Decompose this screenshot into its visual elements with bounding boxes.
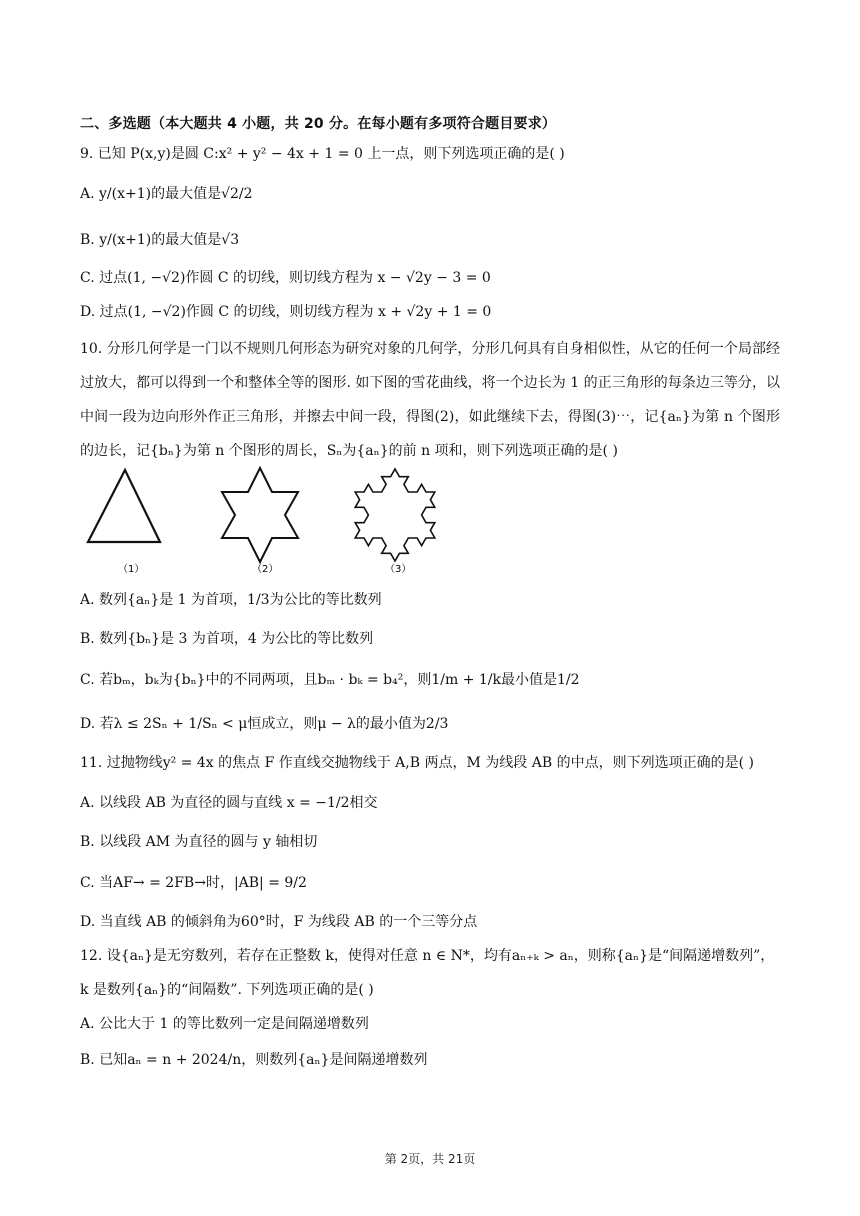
q12-stem-line2: k 是数列{aₙ}的“间隔数”. 下列选项正确的是( ) [80,982,374,998]
snowflake-figure [80,460,460,580]
section-title: 二、多选题（本大题共 4 小题，共 20 分。在每小题有多项符合题目要求） [80,116,557,132]
q10-option-d: D. 若λ ≤ 2Sₙ + 1/Sₙ < μ恒成立，则μ − λ的最小值为2/3 [80,716,449,732]
q10-option-a: A. 数列{aₙ}是 1 为首项，1/3为公比的等比数列 [80,592,382,608]
q12-option-a: A. 公比大于 1 的等比数列一定是间隔递增数列 [80,1016,369,1032]
q9-option-d: D. 过点(1, −√2)作圆 C 的切线，则切线方程为 x + √2y + 1 = 0 [80,304,492,320]
page-footer: 第 2页，共 21页 [384,1152,476,1166]
q9-option-c: C. 过点(1, −√2)作圆 C 的切线，则切线方程为 x − √2y − 3 = 0 [80,270,491,286]
q10-stem: 10. 分形几何学是一门以不规则几何形态为研究对象的几何学，分形几何具有自身相似性，从它的任何一个局部经过放大，都可以得到一个和整体全等的图形. 如下图的雪花曲线，将一个边长为 1 的正三角形的每条边三等分，以中间一段为边向形外作正三角形，并擦去中间一段，得图(2)，如此继续下去，得图(3)⋯，记{aₙ}为第 n 个图形的边长，记{bₙ}为第 n 个图形的周长，Sₙ为{aₙ}的前 n 项和，则下列选项正确的是( ) [80,341,780,459]
q10-option-b: B. 数列{bₙ}是 3 为首项，4 为公比的等比数列 [80,631,374,647]
figure-label-2: （2） [252,564,279,575]
figure-2-star [222,468,298,562]
figure-label-3: （3） [385,564,412,575]
q9-stem: 9. 已知 P(x,y)是圆 C:x² + y² − 4x + 1 = 0 上一点，则下列选项正确的是( ) [80,146,565,162]
figure-1-triangle [88,470,160,542]
q11-option-b: B. 以线段 AM 为直径的圆与 y 轴相切 [80,834,318,850]
q11-option-a: A. 以线段 AB 为直径的圆与直线 x = −1/2相交 [80,795,378,811]
q12-option-b: B. 已知aₙ = n + 2024/n，则数列{aₙ}是间隔递增数列 [80,1052,428,1068]
figure-3-koch-snowflake [355,469,435,561]
figure-label-1: （1） [118,564,145,575]
q12-stem-line1: 12. 设{aₙ}是无穷数列，若存在正整数 k，使得对任意 n ∈ N*，均有aₙ₊ₖ > aₙ，则称{aₙ}是“间隔递增数列”， [80,948,775,964]
q9-option-b: B. y/(x+1)的最大值是√3 [80,232,240,248]
q10-option-c: C. 若bₘ，bₖ为{bₙ}中的不同两项，且bₘ · bₖ = b₄²，则1/m + 1/k最小值是1/2 [80,672,580,688]
q11-option-c: C. 当AF→ = 2FB→时，|AB| = 9/2 [80,875,307,891]
q11-option-d: D. 当直线 AB 的倾斜角为60°时，F 为线段 AB 的一个三等分点 [80,914,478,930]
q11-stem: 11. 过抛物线y² = 4x 的焦点 F 作直线交抛物线于 A,B 两点，M 为线段 AB 的中点，则下列选项正确的是( ) [80,755,754,771]
q9-option-a: A. y/(x+1)的最大值是√2/2 [80,186,253,202]
